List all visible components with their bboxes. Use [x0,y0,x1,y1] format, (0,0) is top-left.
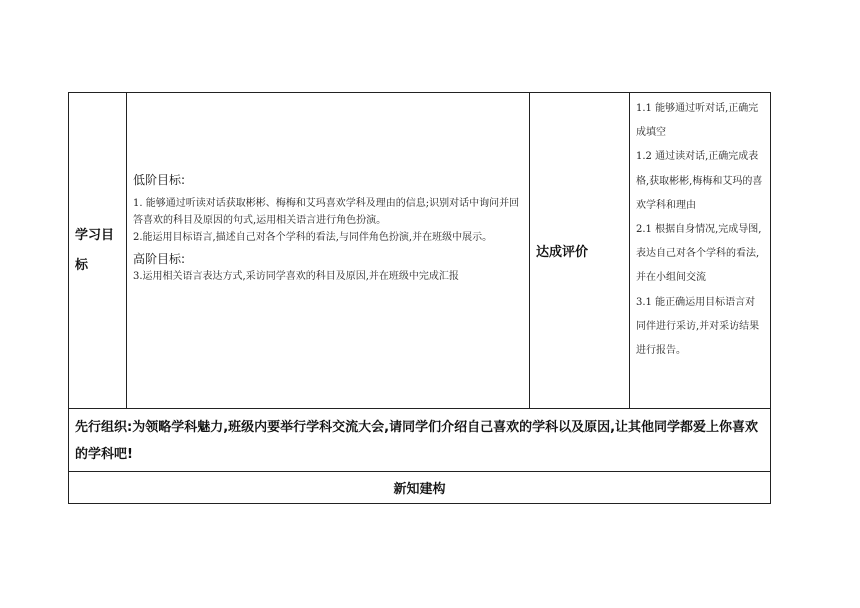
lesson-plan-table [68,92,771,504]
evaluation-item-2-1: 2.1 根据自身情况,完成导图,表达自己对各个学科的看法,并在小组间交流 [636,224,762,284]
high-goal-heading: 高阶目标: [133,252,186,266]
advance-organizer-cell [69,409,770,471]
goals-cell [127,93,529,408]
objectives-label: 学习目标 [75,227,115,273]
evaluation-criteria-cell [630,93,770,408]
goal-item-3: 3.运用相关语言表达方式,采访同学喜欢的科目及原因,并在班级中完成汇报 [133,271,459,282]
advance-organizer-text: 先行组织:为领略学科魅力,班级内要举行学科交流大会,请同学们介绍自己喜欢的学科以及原因,让其他同学都爱上你喜欢的学科吧! [75,420,759,462]
evaluation-label: 达成评价 [536,245,589,260]
new-knowledge-heading: 新知建构 [393,482,446,497]
goal-item-1: 1. 能够通过听读对话获取彬彬、梅梅和艾玛喜欢学科及理由的信息;识别对话中询问并回答喜欢的科目及原因的句式,运用相关语言进行角色扮演。 [133,198,520,226]
new-knowledge-cell [69,472,770,503]
evaluation-item-1-1: 1.1 能够通过听对话,正确完成填空 [636,103,759,139]
goal-item-2: 2.能运用目标语言,描述自己对各个学科的看法,与同伴角色扮演,并在班级中展示。 [133,232,493,243]
evaluation-label-cell [530,93,629,408]
evaluation-item-3-1: 3.1 能正确运用目标语言对同伴进行采访,并对采访结果进行报告。 [636,296,760,357]
evaluation-item-1-2: 1.2 通过读对话,正确完成表格,获取彬彬,梅梅和艾玛的喜欢学科和理由 [636,151,763,211]
objectives-label-cell [69,93,126,408]
low-goal-heading: 低阶目标: [133,173,186,187]
